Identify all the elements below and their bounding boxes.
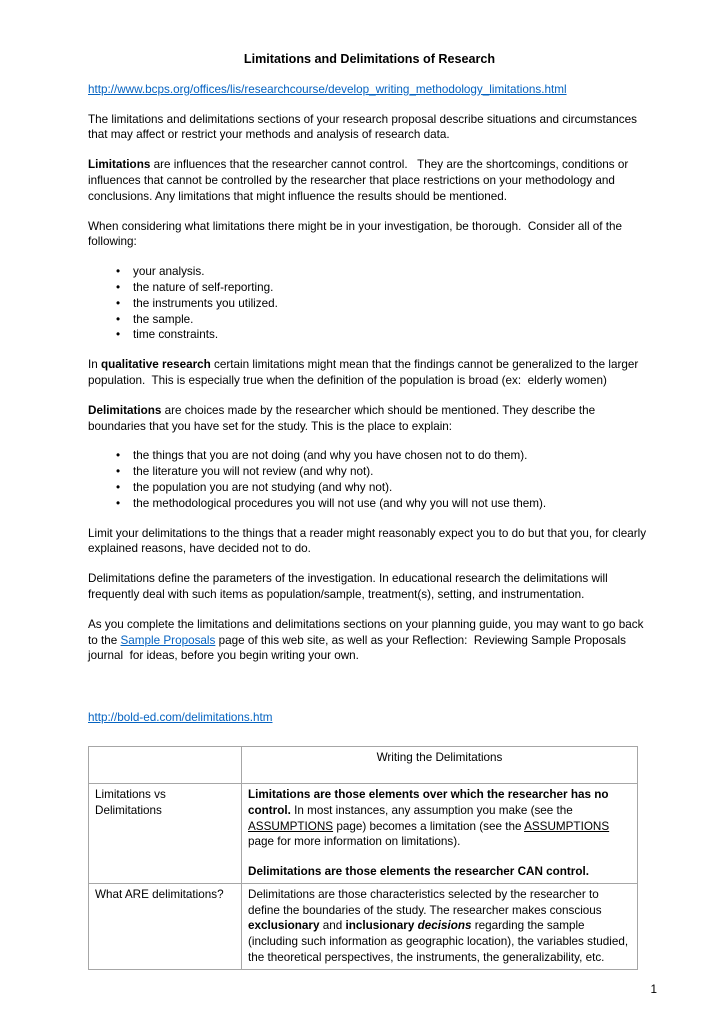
characteristics-pre-text: Delimitations are those characteristics selected by the researcher to define the boundaries of the study. The researcher makes conscious xyxy=(248,887,605,917)
delimitations-definition-text: are choices made by the researcher which should be mentioned. They describe the boundaries that you have set for the study. This is the place to explain: xyxy=(88,403,599,433)
qualitative-rest-text: certain limitations might mean that the findings cannot be generalized to the larger population. This is especially true when the definition of the population is broad (ex: elderly women) xyxy=(88,358,642,387)
bcps-research-link[interactable]: http://www.bcps.org/offices/lis/researchcourse/develop_writing_methodology_limitations.html xyxy=(88,82,567,96)
delimitations-characteristics-paragraph xyxy=(248,887,631,966)
assumptions-pre-text: In most instances, any assumption you make (see the xyxy=(290,803,576,817)
delimitations-checklist xyxy=(88,448,651,511)
table-row xyxy=(89,883,638,969)
table-row xyxy=(89,783,638,883)
row-label-what-are-delimitations: What ARE delimitations? xyxy=(89,883,242,969)
page-number: 1 xyxy=(650,983,657,997)
planning-post-text: page of this web site, as well as your Reflection: Reviewing Sample Proposals journal for ideas, before you begin writing your own. xyxy=(88,633,630,663)
delimitations-table xyxy=(88,746,638,970)
delimitations-definition-paragraph xyxy=(88,403,651,435)
can-control-bold-text: Delimitations are those elements the researcher CAN control. xyxy=(248,865,589,879)
what-are-delimitations-cell xyxy=(242,883,638,969)
list-item: • the literature you will not review (and why not). xyxy=(133,464,651,480)
assumptions-term: ASSUMPTIONS xyxy=(524,819,610,833)
considerations-paragraph: When considering what limitations there might be in your investigation, be thorough. Consider all of the following: xyxy=(88,219,626,249)
row-label-limitations-vs-delimitations: Limitations vs Delimitations xyxy=(89,783,242,883)
table-header-row xyxy=(89,746,638,783)
limitations-definition-text: are influences that the researcher cannot control. They are the shortcomings, conditions or influences that cannot be controlled by the researcher that place restrictions on your methodology and conclusions. Any limitations that might influence the results should be mentioned. xyxy=(88,158,632,203)
inclusionary-term: inclusionary xyxy=(345,919,418,933)
top-link-paragraph xyxy=(88,82,651,98)
no-control-bold-text: Limitations are those elements over which the researcher has no control. xyxy=(248,787,612,817)
mid-link-paragraph xyxy=(88,710,651,726)
bold-ed-link[interactable]: http://bold-ed.com/delimitations.htm xyxy=(88,711,273,725)
and-text: and xyxy=(319,919,346,933)
intro-paragraph: The limitations and delimitations sections of your research proposal describe situations and circumstances that may affect or restrict your methods and analysis of research data. xyxy=(88,112,641,142)
document-title: Limitations and Delimitations of Research xyxy=(243,52,496,66)
exclusionary-term: exclusionary xyxy=(248,919,320,933)
characteristics-post-text: regarding the sample (including such information as geographic location), the variables studied, the theoretical perspectives, the instruments, the generalizability, etc. xyxy=(248,919,632,965)
delimitations-term: Delimitations xyxy=(88,403,162,417)
assumptions-term: ASSUMPTIONS xyxy=(248,819,334,833)
list-item: • the population you are not studying (and why not). xyxy=(133,480,651,496)
table-empty-header-cell xyxy=(89,746,242,783)
parameters-paragraph: Delimitations define the parameters of the investigation. In educational research the delimitations will frequently deal with such items as population/sample, treatment(s), setting, and instrumentation. xyxy=(88,572,611,601)
can-control-paragraph xyxy=(248,864,631,880)
list-item: • the methodological procedures you will not use (and why you will not use them). xyxy=(133,496,651,512)
list-item: • the instruments you utilized. xyxy=(133,296,651,312)
assumptions-post-text: page for more information on limitations). xyxy=(248,819,613,849)
sample-proposals-link[interactable]: Sample Proposals xyxy=(120,633,216,647)
limitations-vs-delimitations-cell xyxy=(242,783,638,883)
assumptions-mid-text: page) becomes a limitation (see the xyxy=(333,819,525,833)
list-item: • the sample. xyxy=(133,312,651,328)
limitations-checklist xyxy=(88,264,651,343)
no-control-paragraph xyxy=(248,787,631,850)
decisions-term: decisions xyxy=(417,919,472,933)
planning-guide-paragraph xyxy=(88,617,651,664)
list-item: • the things that you are not doing (and why you have chosen not to do them). xyxy=(133,448,651,464)
qualitative-research-paragraph xyxy=(88,357,651,389)
limitations-definition-paragraph xyxy=(88,157,651,204)
planning-pre-text: As you complete the limitations and delimitations sections on your planning guide, you may want to go back to the xyxy=(88,617,647,647)
limit-delimitations-paragraph: Limit your delimitations to the things that a reader might reasonably expect you to do but that you, for clearly explained reasons, have decided not to do. xyxy=(88,526,650,556)
qualitative-research-term: qualitative research xyxy=(101,358,211,372)
list-item: • the nature of self-reporting. xyxy=(133,280,651,296)
list-item: • time constraints. xyxy=(133,327,651,343)
limitations-term: Limitations xyxy=(88,158,151,172)
qualitative-pre-text: In xyxy=(88,358,101,372)
list-item: • your analysis. xyxy=(133,264,651,280)
table-header-cell: Writing the Delimitations xyxy=(242,746,638,783)
